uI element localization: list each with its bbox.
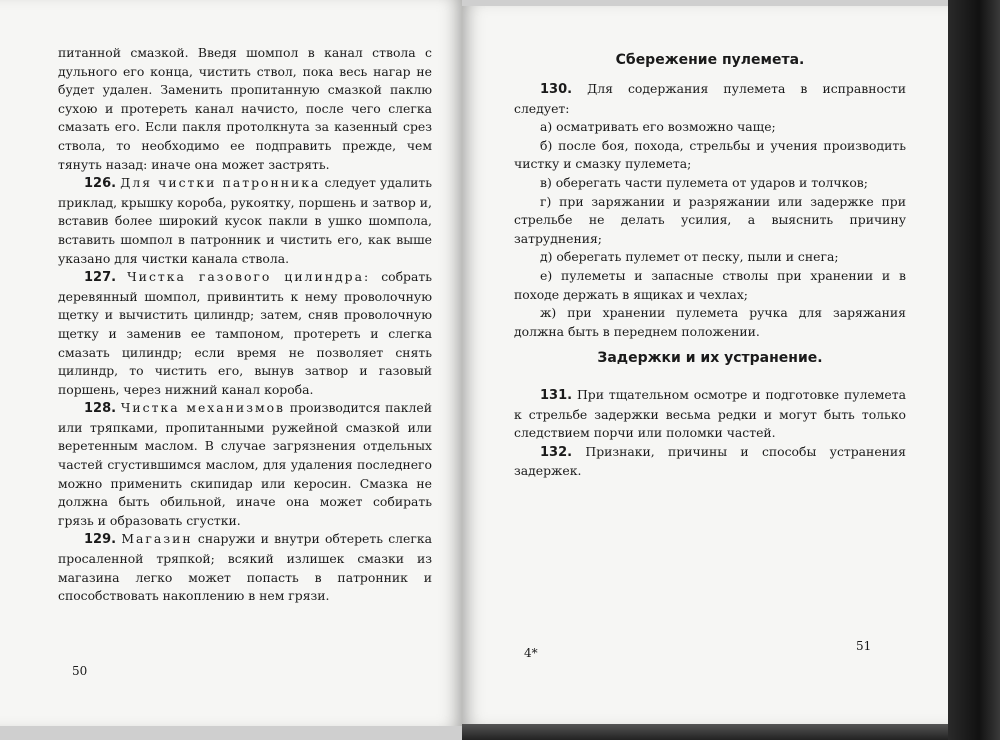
signature-mark: 4* (524, 646, 538, 660)
paragraph-lead: Чистка газового цилиндра: (127, 269, 371, 285)
paragraph-132 (514, 443, 906, 481)
paragraph-text: Для содержания пулемета в исправности следует: (514, 81, 906, 116)
right-page (462, 6, 948, 724)
paragraph-131 (514, 386, 906, 443)
page-number-right: 51 (856, 639, 872, 653)
paragraph-text: следует удалить приклад, крышку короба, рукоятку, поршень и затвор и, вставив более широкий кусок пакли в ушко шомпола, вставить шомпол в патронник и чистить его, как выше указано для чистки канала ствола. (58, 175, 432, 266)
section-heading-stoppages: Задержки и их устранение. (597, 350, 823, 366)
section-heading-preservation: Сбережение пулемета. (615, 52, 805, 68)
left-text (58, 44, 432, 606)
list-item: б) после боя, похода, стрельбы и учения производить чистку и смазку пулемета; (514, 137, 906, 172)
paragraph-number: 132. (540, 444, 573, 460)
paragraph-129 (58, 530, 432, 605)
page-bottom-shadow (462, 724, 948, 740)
paragraph-text: При тщательном осмотре и подготовке пулемета к стрельбе задержки весьма редки и могут быть только следствием порчи или поломки частей. (514, 387, 906, 441)
list-item: е) пулеметы и запасные стволы при хранении и в походе держать в ящиках и чехлах; (514, 267, 906, 302)
paragraph-text: собрать деревянный шомпол, привинтить к нему проволочную щетку и вычистить цилиндр; затем, сняв проволочную щетку и заменив ее тампоном, протереть и слегка смазать цилиндр; если время не позволяет снять цилиндр, то чистить его, вынув затвор и газовый поршень, через нижний канал короба. (58, 269, 432, 397)
page-number-left: 50 (72, 664, 88, 678)
paragraph-text: Признаки, причины и способы устранения задержек. (514, 443, 906, 479)
paragraph-lead: Для чистки патронника (120, 175, 321, 191)
list-item: ж) при хранении пулемета ручка для заряжания должна быть в переднем положении. (514, 305, 906, 339)
right-text-2 (514, 386, 906, 481)
paragraph-126 (58, 174, 432, 268)
list-item: а) осматривать его возможно чаще; (540, 119, 776, 135)
list-item: г) при заряжании и разряжании или задержке при стрельбе не делать усилия, а выяснить причину затруднения; (514, 193, 906, 246)
list-item: д) оберегать пулемет от песку, пыли и снега; (540, 249, 839, 265)
paragraph-number: 131. (540, 388, 573, 403)
left-page (0, 0, 462, 726)
scan-edge-shadow (948, 0, 1000, 740)
paragraph-number: 126. (84, 176, 117, 192)
paragraph-130 (514, 80, 906, 118)
paragraph-text: производится паклей или тряпками, пропитанными ружейной смазкой или веретенным маслом. В случае загрязнения отдельных частей сгустившимся маслом, для удаления последнего можно применить скипидар или керосин. Смазка не должна быть обильной, иначе она может собирать грязь и образовать сгустки. (58, 400, 432, 528)
paragraph-number: 128. (84, 401, 117, 417)
paragraph-lead: Чистка механизмов (120, 400, 286, 416)
paragraph-128 (58, 399, 432, 530)
paragraph-127 (58, 268, 432, 399)
paragraph-lead: Магазин (121, 531, 193, 547)
paragraph-number: 130. (540, 82, 573, 97)
right-text-1 (514, 80, 906, 341)
list-item: в) оберегать части пулемета от ударов и толчков; (540, 174, 868, 190)
paragraph-number: 129. (84, 532, 117, 548)
continuation-paragraph: питанной смазкой. Введя шомпол в канал ствола с дульного его конца, чистить ствол, пока весь нагар не будет удален. Заменить пропитанную смазкой паклю сухою и протереть канал начисто, после чего слегка смазать его. Если пакля протолкнута за казенный срез ствола, то необходимо ее подправить прежде, чем тянуть назад: иначе она может застрять. (58, 45, 432, 172)
paragraph-number: 127. (84, 270, 117, 286)
paragraph-text: снаружи и внутри обтереть слегка просаленной тряпкой; всякий излишек смазки из магазина легко может попасть в патронник и способствовать накоплению в нем грязи. (58, 531, 432, 604)
